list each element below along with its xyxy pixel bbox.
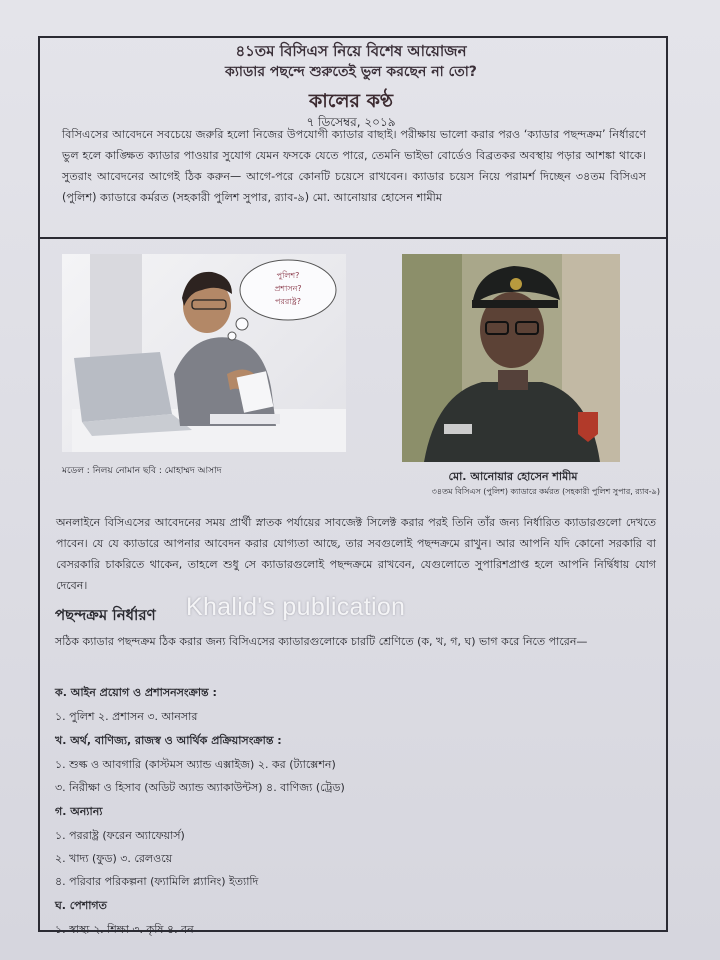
publish-date: ৭ ডিসেম্বর, ২০১৯ — [306, 115, 396, 129]
watermark-text: Khalid's publication — [186, 593, 406, 621]
thought-word-2: প্রশাসন? — [274, 284, 302, 293]
list-item: ১. স্বাস্থ্য ২. শিক্ষা ৩. কৃষি ৪. বন — [55, 923, 194, 936]
list-item: ২. খাদ্য (ফুড) ৩. রেলওয়ে — [55, 852, 173, 865]
category-heading: ক. আইন প্রয়োগ ও প্রশাসনসংক্রান্ত : — [55, 686, 217, 699]
category-heading: ঘ. পেশাগত — [55, 899, 107, 912]
intro-paragraph: বিসিএসের আবেদনে সবচেয়ে জরুরি হলো নিজের উপযোগী ক্যাডার বাছাই। পরীক্ষায় ভালো করার পরও ‘ক্যাডার পছন্দক্রম’ নির্ধারণে ভুল হলে কাঙ্ক্ষিত ক্যাডার পাওয়ার সুযোগ যেমন ফসকে যেতে পারে, তেমনি ভাইভা বোর্ডেও বিব্রতকর অবস্থায় পড়ার আশঙ্কা থাকে। সুতরাং আবেদনের আগেই ঠিক করুন— আগে-পরে কোনটি চয়েসে রাখবেন। ক্যাডার চয়েস নিয়ে পরামর্শ দিচ্ছেন ৩৪তম বিসিএস (পুলিশ) ক্যাডারে কর্মরত (সহকারী পুলিশ সুপার, র‍্যাব-৯) মো. আনোয়ার হোসেন শামীম — [62, 128, 646, 204]
cadre-category-list — [55, 680, 655, 941]
header-subtitle: ক্যাডার পছন্দে শুরুতেই ভুল করছেন না তো? — [225, 64, 477, 80]
thought-word-1: পুলিশ? — [276, 271, 300, 280]
thought-word-3: পররাষ্ট্র? — [275, 297, 301, 306]
section-intro: সঠিক ক্যাডার পছন্দক্রম ঠিক করার জন্য বিসিএসের ক্যাডারগুলোকে চারটি শ্রেণিতে (ক, খ, গ, ঘ) ভাগ করে নিতে পারেন— — [55, 635, 588, 648]
body-paragraph: অনলাইনে বিসিএসের আবেদনের সময় প্রার্থী স্নাতক পর্যায়ের সাবজেক্ট সিলেক্ট করার পরই তিনি তাঁর জন্য নির্ধারিত ক্যাডারগুলো দেখতে পাবেন। যে যে ক্যাডারে আপনার আবেদন করার যোগ্যতা আছে, তার সবগুলোই পছন্দক্রমে রাখুন। আর আপনি যদি কোনো সরকারি বা বেসরকারি চাকরিতে থাকেন, তাহলে শুধু সে ক্যাডারগুলোই পছন্দক্রমে রাখবেন, যেগুলোতে সুপারিশপ্রাপ্ত হলে আপনি নির্দ্বিধায় যোগ দেবেন। — [56, 516, 656, 592]
list-item: ১. পররাষ্ট্র (ফরেন অ্যাফেয়ার্স) — [55, 829, 185, 842]
newspaper-name: কালের কণ্ঠ — [308, 90, 394, 112]
officer-photo — [402, 254, 620, 462]
list-item: ১. পুলিশ ২. প্রশাসন ৩. আনসার — [55, 710, 198, 723]
category-heading: গ. অন্যান্য — [55, 805, 103, 818]
section-divider — [38, 237, 666, 239]
thought-bubble — [228, 260, 336, 340]
section-heading: পছন্দক্রম নির্ধারণ — [55, 606, 156, 624]
thinking-man-illustration — [62, 254, 346, 452]
list-item: ৪. পরিবার পরিকল্পনা (ফ্যামিলি প্ল্যানিং) ইত্যাদি — [55, 875, 259, 888]
model-photo — [62, 254, 346, 452]
list-item: ৩. নিরীক্ষা ও হিসাব (অডিট অ্যান্ড অ্যাকাউন্টস) ৪. বাণিজ্য (ট্রেড) — [55, 781, 345, 794]
officer-name: মো. আনোয়ার হোসেন শামীম — [448, 470, 578, 483]
category-heading: খ. অর্থ, বাণিজ্য, রাজস্ব ও আর্থিক প্রক্রিয়াসংক্রান্ত : — [55, 734, 282, 747]
list-item: ১. শুল্ক ও আবগারি (কাস্টমস অ্যান্ড এক্সাইজ) ২. কর (ট্যাক্সেশন) — [55, 758, 336, 771]
header-title: ৪১তম বিসিএস নিয়ে বিশেষ আয়োজন — [235, 42, 467, 60]
officer-designation: ৩৪তম বিসিএস (পুলিশ) ক্যাডারে কর্মরত (সহকারী পুলিশ সুপার, র‍্যাব-৯) — [431, 487, 660, 496]
officer-portrait — [402, 254, 620, 462]
photo-credit: মডেল : নিলয় নোমান ছবি : মোহাম্মদ আসাদ — [62, 466, 222, 476]
article-header — [40, 38, 662, 130]
